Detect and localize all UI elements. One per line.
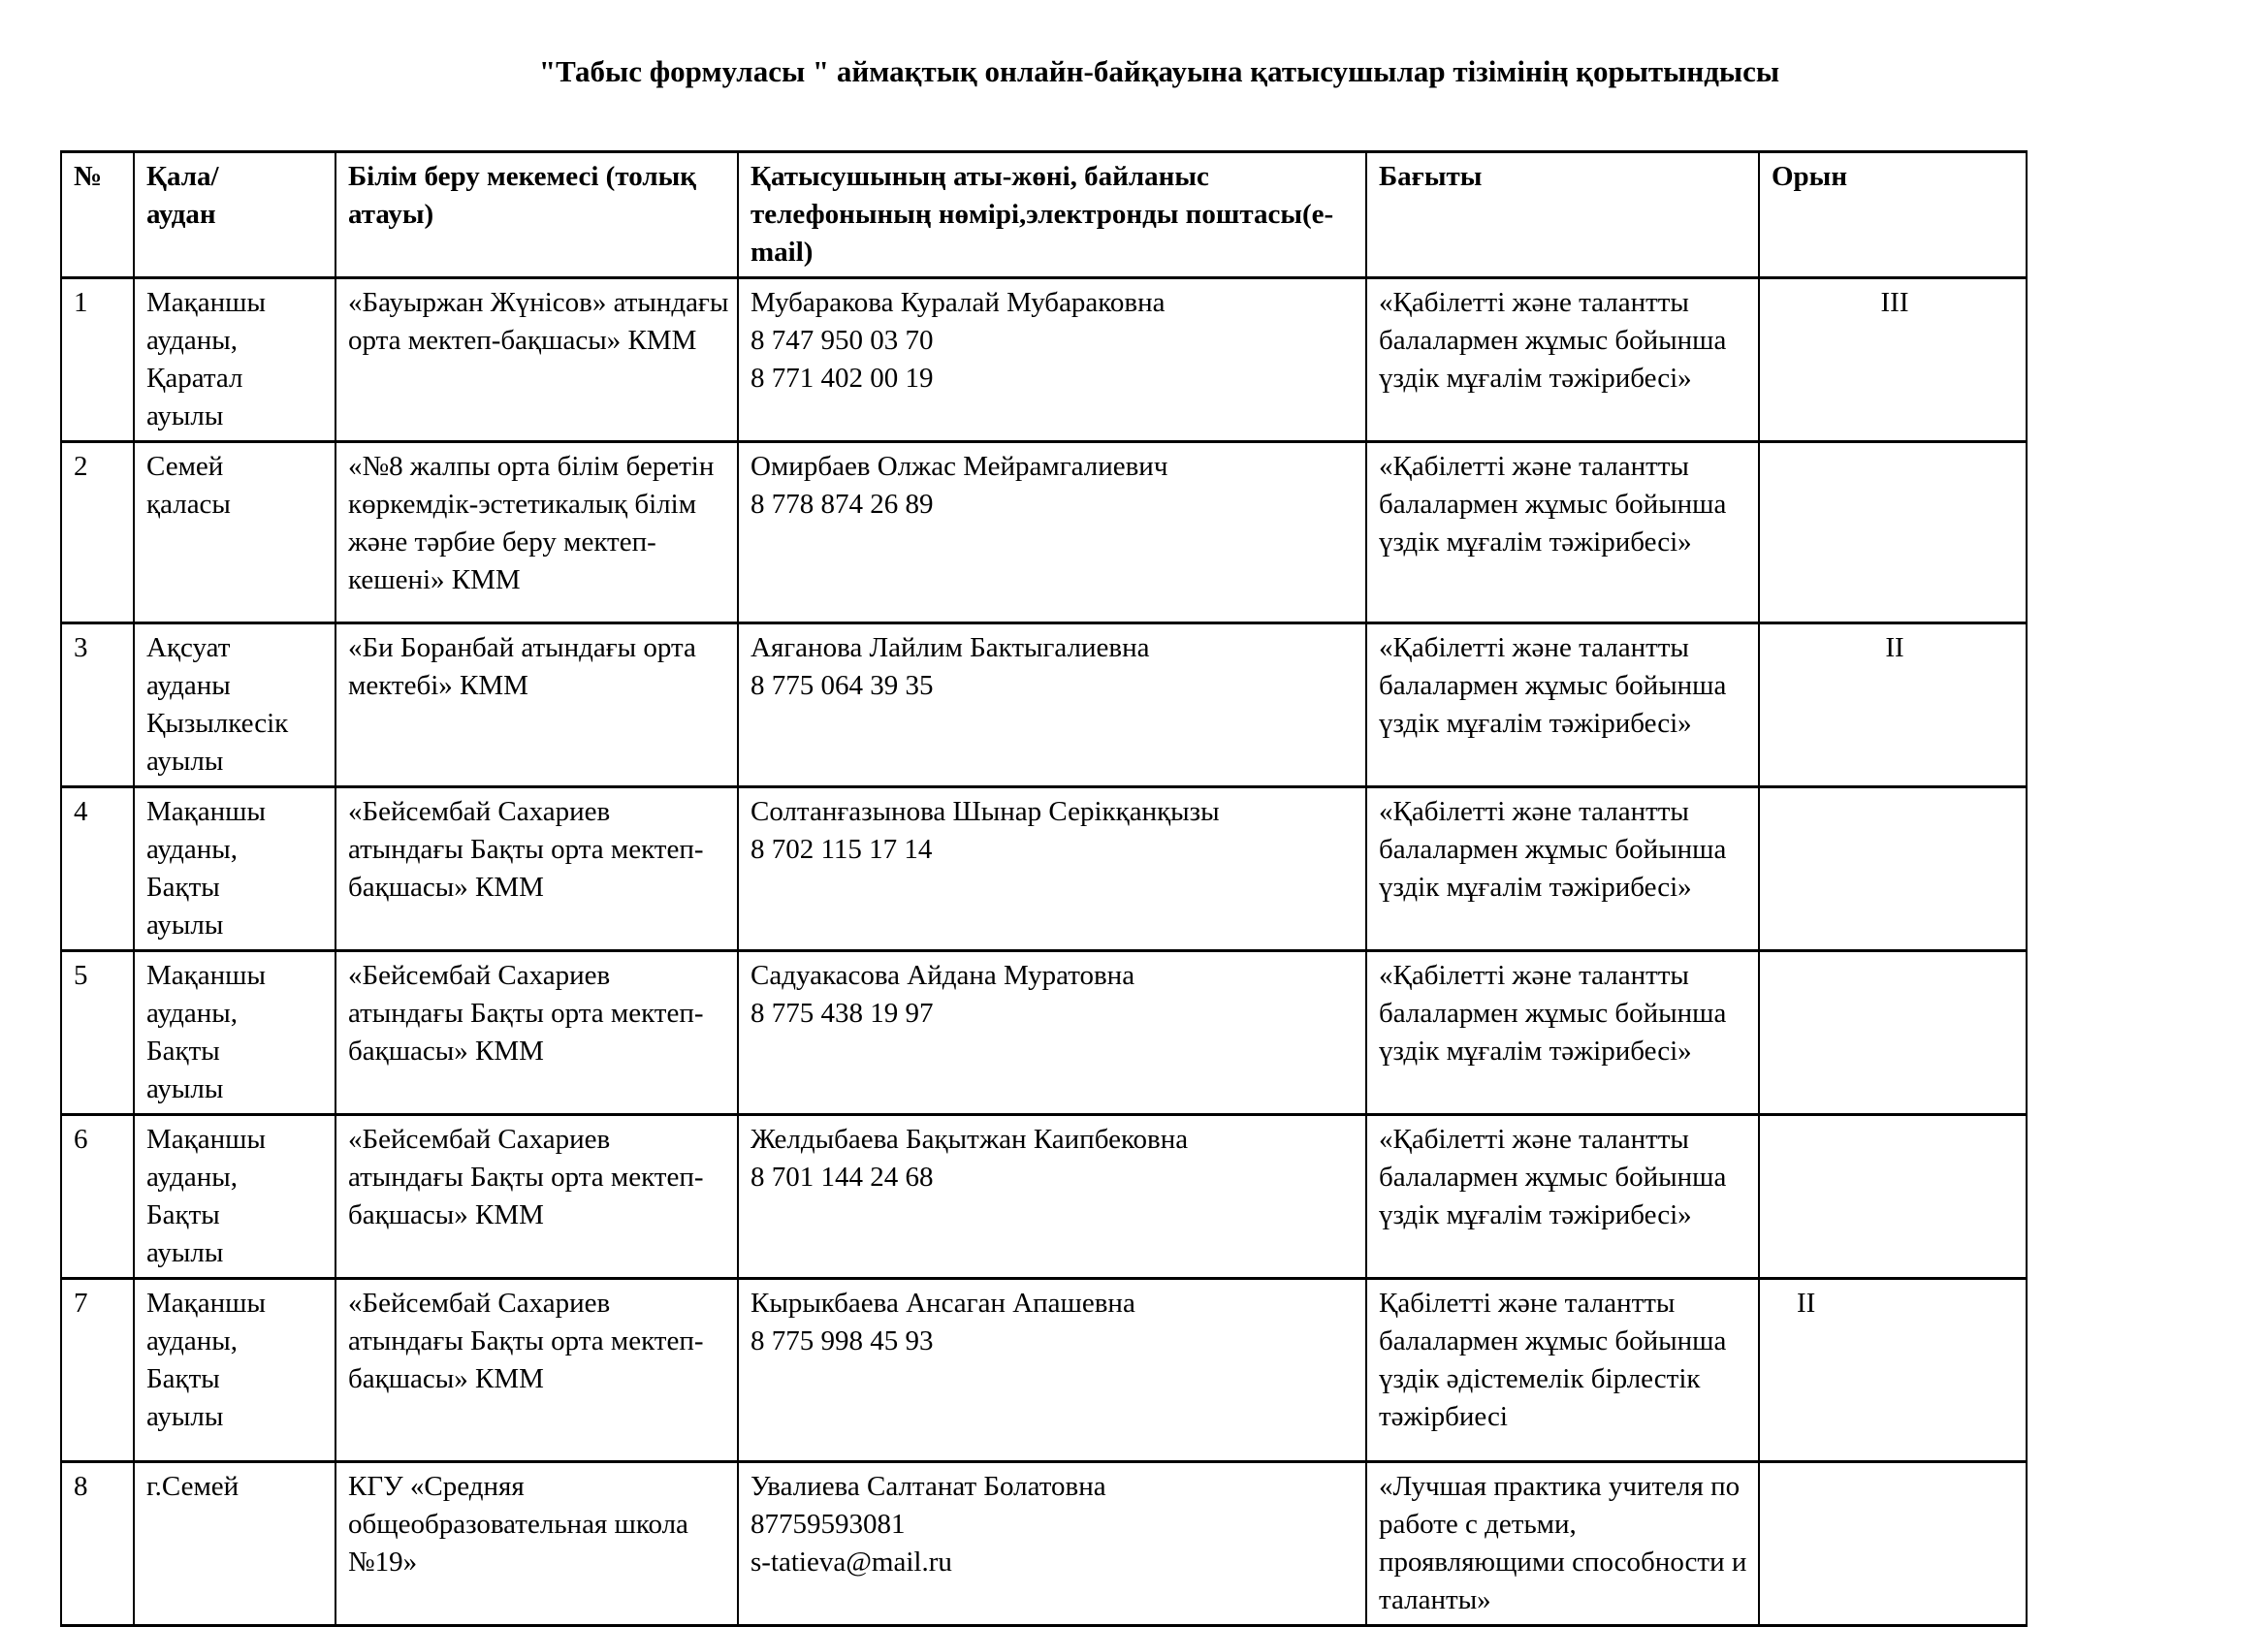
- cell-num: 4: [61, 787, 134, 951]
- col-header-participant: Қатысушының аты-жөні, байланыс телефонының нөмірі,электронды поштасы(e-mail): [738, 152, 1366, 278]
- cell-place: [1759, 1462, 2027, 1626]
- table-row: [61, 442, 2027, 623]
- cell-institution: «Бейсембай Сахариев атындағы Бақты орта мектеп-бақшасы» КММ: [335, 951, 738, 1115]
- cell-direction: «Қабілетті және талантты балалармен жұмыс бойынша үздік мұғалім тәжірибесі»: [1366, 787, 1759, 951]
- cell-institution: «№8 жалпы орта білім беретін көркемдік-эстетикалық білім және тәрбие беру мектеп-кешені» КММ: [335, 442, 738, 623]
- cell-location: Семей қаласы: [134, 442, 335, 623]
- table-row: [61, 278, 2027, 442]
- cell-num: 6: [61, 1115, 134, 1279]
- cell-institution: «Би Боранбай атындағы орта мектебі» КММ: [335, 623, 738, 787]
- cell-place: [1759, 1115, 2027, 1279]
- cell-location: Мақаншы ауданы, Бақты ауылы: [134, 1279, 335, 1462]
- table-header-row: [61, 152, 2027, 278]
- cell-line: 8 775 438 19 97: [751, 998, 934, 1029]
- cell-line: 87759593081: [751, 1509, 906, 1540]
- col-header-direction: Бағыты: [1366, 152, 1759, 278]
- cell-line: Аяганова Лайлим Бактыгалиевна: [751, 632, 1150, 663]
- col-header-location: Қала/аудан: [134, 152, 335, 278]
- cell-participant: [738, 787, 1366, 951]
- cell-num: 5: [61, 951, 134, 1115]
- cell-place: III: [1759, 278, 2027, 442]
- cell-participant: [738, 1462, 1366, 1626]
- cell-location: Мақаншы ауданы, Бақты ауылы: [134, 951, 335, 1115]
- cell-num: 1: [61, 278, 134, 442]
- cell-location: Мақаншы ауданы, Қаратал ауылы: [134, 278, 335, 442]
- cell-direction: «Қабілетті және талантты балалармен жұмыс бойынша үздік мұғалім тәжірибесі»: [1366, 951, 1759, 1115]
- cell-num: 3: [61, 623, 134, 787]
- cell-num: 8: [61, 1462, 134, 1626]
- cell-line: 8 747 950 03 70: [751, 325, 934, 356]
- cell-place: II: [1759, 623, 2027, 787]
- table-row: [61, 951, 2027, 1115]
- col-header-place: Орын: [1759, 152, 2027, 278]
- cell-participant: [738, 1279, 1366, 1462]
- cell-participant: [738, 1115, 1366, 1279]
- cell-participant: [738, 623, 1366, 787]
- cell-line: Кырыкбаева Ансаган Апашевна: [751, 1288, 1135, 1319]
- cell-place: II: [1759, 1279, 2027, 1462]
- cell-line: 8 778 874 26 89: [751, 489, 934, 520]
- cell-direction: «Лучшая практика учителя по работе с детьми, проявляющими способности и таланты»: [1366, 1462, 1759, 1626]
- cell-participant: [738, 278, 1366, 442]
- table-row: [61, 1115, 2027, 1279]
- cell-location: Ақсуат ауданы Қызылкесік ауылы: [134, 623, 335, 787]
- cell-line: Мубаракова Куралай Мубараковна: [751, 287, 1166, 318]
- cell-line: Омирбаев Олжас Мейрамгалиевич: [751, 451, 1168, 482]
- cell-institution: «Бейсембай Сахариев атындағы Бақты орта мектеп-бақшасы» КММ: [335, 787, 738, 951]
- cell-direction: «Қабілетті және талантты балалармен жұмыс бойынша үздік мұғалім тәжірибесі»: [1366, 442, 1759, 623]
- cell-line: s-tatieva@mail.ru: [751, 1547, 952, 1578]
- col-header-institution: Білім беру мекемесі (толық атауы): [335, 152, 738, 278]
- table-header: [61, 152, 2027, 278]
- table-row: [61, 1279, 2027, 1462]
- cell-line: 8 701 144 24 68: [751, 1162, 934, 1193]
- cell-num: 7: [61, 1279, 134, 1462]
- table-row: [61, 623, 2027, 787]
- cell-location: Мақаншы ауданы, Бақты ауылы: [134, 1115, 335, 1279]
- cell-institution: «Бейсембай Сахариев атындағы Бақты орта мектеп-бақшасы» КММ: [335, 1115, 738, 1279]
- cell-line: Солтанғазынова Шынар Серікқанқызы: [751, 796, 1220, 827]
- page-title: "Табыс формуласы " аймақтық онлайн-байқауына қатысушылар тізімінің қорытындысы: [538, 54, 1780, 88]
- cell-institution: КГУ «Средняя общеобразовательная школа №19»: [335, 1462, 738, 1626]
- cell-line: 8 775 064 39 35: [751, 670, 934, 701]
- cell-line: Увалиева Салтанат Болатовна: [751, 1471, 1106, 1502]
- cell-participant: [738, 442, 1366, 623]
- cell-direction: «Қабілетті және талантты балалармен жұмыс бойынша үздік мұғалім тәжірибесі»: [1366, 623, 1759, 787]
- cell-direction: «Қабілетті және талантты балалармен жұмыс бойынша үздік мұғалім тәжірибесі»: [1366, 278, 1759, 442]
- table-row: [61, 1462, 2027, 1626]
- cell-place: [1759, 787, 2027, 951]
- cell-direction: Қабілетті және талантты балалармен жұмыс бойынша үздік әдістемелік бірлестік тәжірбиесі: [1366, 1279, 1759, 1462]
- cell-participant: [738, 951, 1366, 1115]
- table-row: [61, 787, 2027, 951]
- cell-place: [1759, 951, 2027, 1115]
- table-body: [61, 278, 2027, 1626]
- results-table: [60, 150, 2028, 1627]
- cell-institution: «Бейсембай Сахариев атындағы Бақты орта мектеп-бақшасы» КММ: [335, 1279, 738, 1462]
- cell-num: 2: [61, 442, 134, 623]
- cell-line: 8 775 998 45 93: [751, 1325, 934, 1356]
- cell-institution: «Бауыржан Жүнісов» атындағы орта мектеп-бақшасы» КММ: [335, 278, 738, 442]
- cell-place: [1759, 442, 2027, 623]
- cell-direction: «Қабілетті және талантты балалармен жұмыс бойынша үздік мұғалім тәжірибесі»: [1366, 1115, 1759, 1279]
- cell-line: 8 702 115 17 14: [751, 834, 933, 865]
- col-header-num: №: [61, 152, 134, 278]
- cell-line: Желдыбаева Бақытжан Каипбековна: [751, 1124, 1189, 1155]
- cell-line: Садуакасова Айдана Муратовна: [751, 960, 1135, 991]
- cell-location: Мақаншы ауданы, Бақты ауылы: [134, 787, 335, 951]
- cell-line: 8 771 402 00 19: [751, 363, 934, 394]
- cell-location: г.Семей: [134, 1462, 335, 1626]
